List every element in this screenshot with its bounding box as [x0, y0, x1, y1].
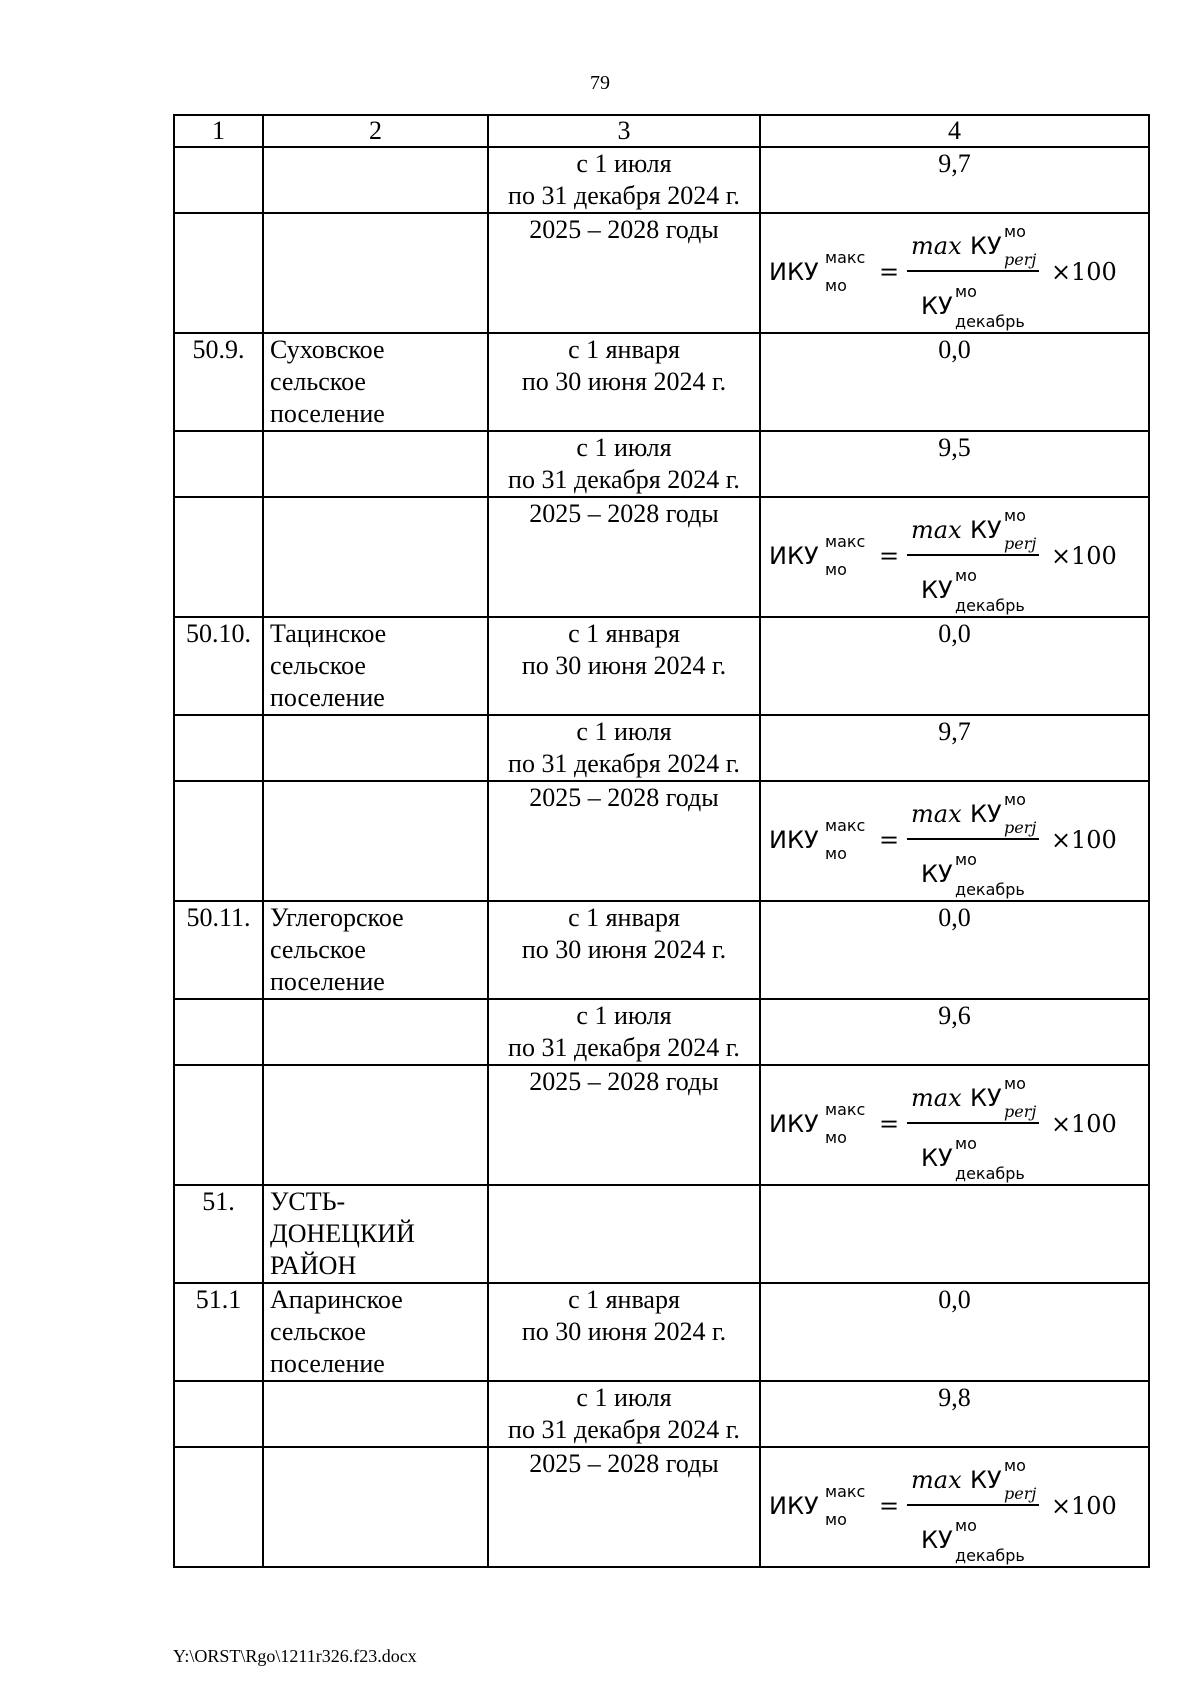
formula-cell [760, 497, 1149, 617]
formula-frac-line [907, 554, 1039, 556]
formula-num-sub: perj [1004, 1102, 1037, 1121]
table-row [174, 1381, 1149, 1447]
period-cell: с 1 июля по 31 декабря 2024 г. [488, 999, 760, 1065]
table-row [174, 715, 1149, 781]
formula-times: × [1051, 826, 1072, 854]
row-number-cell: 50.10. [174, 617, 263, 715]
row-number-cell [174, 147, 263, 213]
value-cell: 0,0 [760, 1283, 1149, 1381]
iku-formula [761, 498, 1150, 616]
formula-lhs: ИКУ [769, 826, 819, 854]
value-cell: 9,5 [760, 431, 1149, 497]
formula-num-ku: КУ [970, 1084, 1002, 1112]
settlement-name-cell: Апаринское сельское поселение [263, 1283, 488, 1381]
formula-den-ku: КУ [921, 1526, 953, 1554]
formula-den-sub: декабрь [955, 596, 1025, 615]
header-col-2: 2 [263, 115, 488, 147]
settlement-name-cell: Суховское сельское поселение [263, 333, 488, 431]
formula-hundred: 100 [1071, 1110, 1117, 1138]
formula-num-ku: КУ [970, 800, 1002, 828]
settlement-name-cell [263, 781, 488, 901]
table-header-row [174, 115, 1149, 147]
settlement-name-cell [263, 431, 488, 497]
period-cell: с 1 июля по 31 декабря 2024 г. [488, 715, 760, 781]
row-number-cell [174, 1065, 263, 1185]
formula-den-sub: декабрь [955, 1546, 1025, 1565]
row-number-cell [174, 1381, 263, 1447]
formula-num-sub: perj [1004, 534, 1037, 553]
period-cell: с 1 января по 30 июня 2024 г. [488, 333, 760, 431]
settlement-name-cell [263, 999, 488, 1065]
settlement-name-cell [263, 1065, 488, 1185]
row-number-cell: 51. [174, 1185, 263, 1283]
value-cell: 0,0 [760, 901, 1149, 999]
formula-lhs: ИКУ [769, 258, 819, 286]
table-row [174, 1283, 1149, 1381]
table-row [174, 431, 1149, 497]
value-cell: 9,6 [760, 999, 1149, 1065]
formula-num-sup: мо [1004, 1456, 1026, 1475]
header-col-3: 3 [488, 115, 760, 147]
row-number-cell [174, 781, 263, 901]
row-number-cell [174, 715, 263, 781]
settlement-name-cell [263, 1381, 488, 1447]
table-body [174, 115, 1149, 1567]
row-number-cell: 50.11. [174, 901, 263, 999]
value-cell: 0,0 [760, 617, 1149, 715]
iku-formula [761, 782, 1150, 900]
formula-num-sub: perj [1004, 818, 1037, 837]
row-number-cell [174, 1447, 263, 1567]
period-cell: с 1 июля по 31 декабря 2024 г. [488, 431, 760, 497]
formula-frac-line [907, 1122, 1039, 1124]
formula-eq: = [879, 826, 900, 854]
formula-lhs-sub: мо [825, 276, 847, 295]
header-col-4: 4 [760, 115, 1149, 147]
formula-lhs-sub: мо [825, 1128, 847, 1147]
formula-lhs-sup: макс [825, 1100, 866, 1119]
formula-den-sub: декабрь [955, 1164, 1025, 1183]
table-row [174, 213, 1149, 333]
formula-times: × [1051, 1110, 1072, 1138]
formula-lhs-sub: мо [825, 844, 847, 863]
table-row [174, 901, 1149, 999]
formula-num-max: max [911, 1466, 962, 1494]
settlement-name-cell: УСТЬ- ДОНЕЦКИЙ РАЙОН [263, 1185, 488, 1283]
formula-lhs-sup: макс [825, 532, 866, 551]
formula-num-sup: мо [1004, 790, 1026, 809]
period-cell: с 1 января по 30 июня 2024 г. [488, 1283, 760, 1381]
formula-lhs-sup: макс [825, 1482, 866, 1501]
row-number-cell [174, 213, 263, 333]
formula-num-max: max [911, 800, 962, 828]
formula-num-ku: КУ [970, 232, 1002, 260]
settlement-name-cell: Тацинское сельское поселение [263, 617, 488, 715]
formula-eq: = [879, 1492, 900, 1520]
formula-lhs: ИКУ [769, 1492, 819, 1520]
settlement-name-cell [263, 715, 488, 781]
table-row [174, 1447, 1149, 1567]
formula-den-sup: мо [955, 850, 977, 869]
iku-formula [761, 1066, 1150, 1184]
period-cell: 2025 – 2028 годы [488, 1447, 760, 1567]
formula-den-ku: КУ [921, 292, 953, 320]
value-cell: 0,0 [760, 333, 1149, 431]
formula-num-max: max [911, 232, 962, 260]
period-cell: с 1 января по 30 июня 2024 г. [488, 617, 760, 715]
formula-times: × [1051, 542, 1072, 570]
formula-lhs-sup: макс [825, 248, 866, 267]
settlement-name-cell [263, 147, 488, 213]
period-cell [488, 1185, 760, 1283]
formula-times: × [1051, 1492, 1072, 1520]
value-cell: 9,7 [760, 715, 1149, 781]
table-row [174, 1185, 1149, 1283]
table-row [174, 1065, 1149, 1185]
page-number: 79 [590, 72, 610, 94]
formula-hundred: 100 [1071, 258, 1117, 286]
formula-den-ku: КУ [921, 576, 953, 604]
formula-den-ku: КУ [921, 860, 953, 888]
settlement-name-cell [263, 1447, 488, 1567]
table-row [174, 999, 1149, 1065]
settlement-name-cell [263, 213, 488, 333]
table-row [174, 147, 1149, 213]
formula-times: × [1051, 258, 1072, 286]
formula-cell [760, 781, 1149, 901]
formula-den-sup: мо [955, 566, 977, 585]
formula-cell [760, 213, 1149, 333]
table-row [174, 497, 1149, 617]
formula-lhs: ИКУ [769, 542, 819, 570]
formula-hundred: 100 [1071, 1492, 1117, 1520]
header-col-1: 1 [174, 115, 263, 147]
iku-formula [761, 214, 1150, 332]
formula-cell [760, 1065, 1149, 1185]
formula-hundred: 100 [1071, 826, 1117, 854]
formula-den-sub: декабрь [955, 880, 1025, 899]
formula-frac-line [907, 270, 1039, 272]
settlement-name-cell [263, 497, 488, 617]
formula-lhs-sub: мо [825, 1510, 847, 1529]
period-cell: с 1 июля по 31 декабря 2024 г. [488, 1381, 760, 1447]
formula-hundred: 100 [1071, 542, 1117, 570]
formula-num-sup: мо [1004, 506, 1026, 525]
row-number-cell: 51.1 [174, 1283, 263, 1381]
formula-frac-line [907, 838, 1039, 840]
table-row [174, 333, 1149, 431]
formula-num-ku: КУ [970, 1466, 1002, 1494]
value-cell [760, 1185, 1149, 1283]
table-row [174, 617, 1149, 715]
formula-den-ku: КУ [921, 1144, 953, 1172]
period-cell: 2025 – 2028 годы [488, 1065, 760, 1185]
value-cell: 9,8 [760, 1381, 1149, 1447]
allocation-table [173, 114, 1150, 1568]
row-number-cell: 50.9. [174, 333, 263, 431]
formula-eq: = [879, 258, 900, 286]
value-cell: 9,7 [760, 147, 1149, 213]
period-cell: 2025 – 2028 годы [488, 213, 760, 333]
formula-lhs-sup: макс [825, 816, 866, 835]
formula-num-ku: КУ [970, 516, 1002, 544]
file-path-footer: Y:\ORST\Rgo\1211r326.f23.docx [173, 1646, 417, 1666]
period-cell: с 1 июля по 31 декабря 2024 г. [488, 147, 760, 213]
formula-lhs-sub: мо [825, 560, 847, 579]
formula-den-sup: мо [955, 1134, 977, 1153]
row-number-cell [174, 999, 263, 1065]
formula-den-sup: мо [955, 282, 977, 301]
formula-num-sub: perj [1004, 250, 1037, 269]
period-cell: 2025 – 2028 годы [488, 781, 760, 901]
formula-num-max: max [911, 1084, 962, 1112]
iku-formula [761, 1448, 1150, 1566]
formula-num-sup: мо [1004, 222, 1026, 241]
row-number-cell [174, 431, 263, 497]
formula-den-sup: мо [955, 1516, 977, 1535]
formula-lhs: ИКУ [769, 1110, 819, 1138]
formula-eq: = [879, 542, 900, 570]
formula-num-sup: мо [1004, 1074, 1026, 1093]
period-cell: с 1 января по 30 июня 2024 г. [488, 901, 760, 999]
formula-eq: = [879, 1110, 900, 1138]
settlement-name-cell: Углегорское сельское поселение [263, 901, 488, 999]
row-number-cell [174, 497, 263, 617]
formula-frac-line [907, 1504, 1039, 1506]
formula-den-sub: декабрь [955, 312, 1025, 331]
formula-num-max: max [911, 516, 962, 544]
formula-num-sub: perj [1004, 1484, 1037, 1503]
period-cell: 2025 – 2028 годы [488, 497, 760, 617]
formula-cell [760, 1447, 1149, 1567]
table-row [174, 781, 1149, 901]
